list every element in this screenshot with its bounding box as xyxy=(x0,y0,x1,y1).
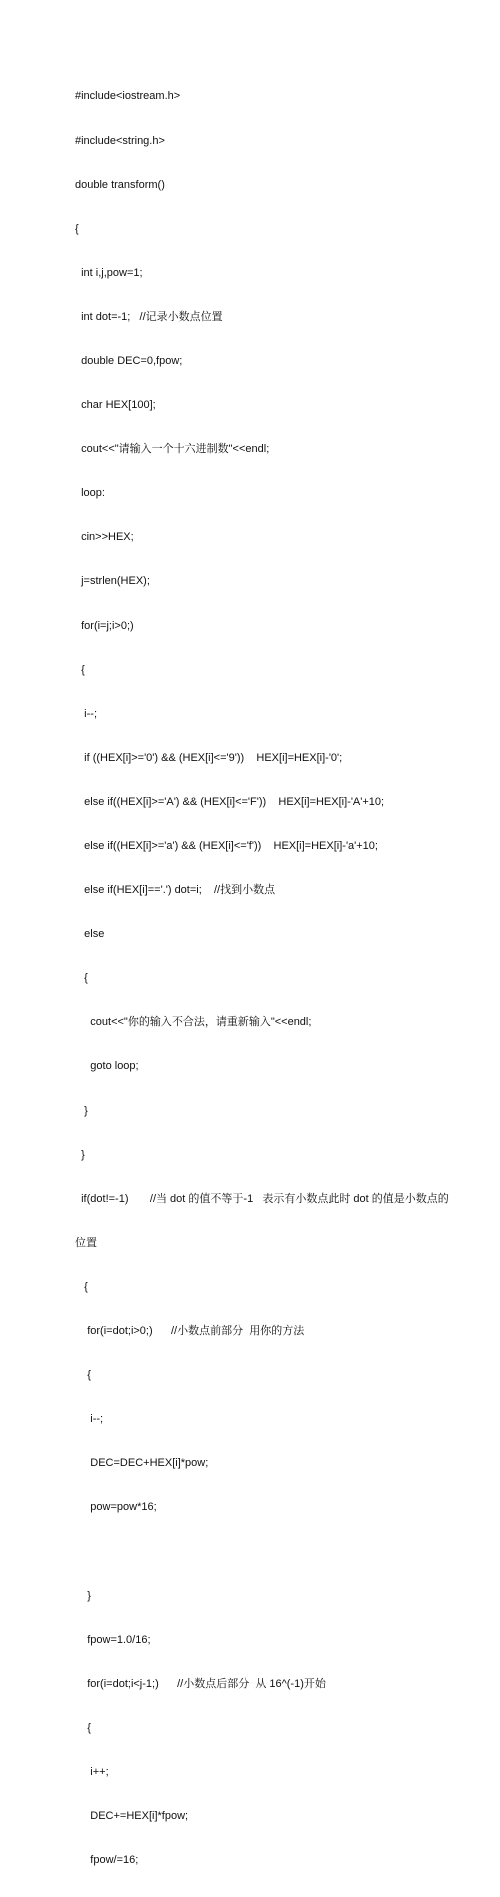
code-line: DEC+=HEX[i]*fpow; xyxy=(75,1810,189,1823)
code-line: goto loop; xyxy=(75,1060,139,1073)
code-line: else xyxy=(75,928,105,941)
code-line: { xyxy=(75,663,85,676)
code-listing xyxy=(75,60,449,1897)
code-line: double transform() xyxy=(75,178,165,191)
code-line: } xyxy=(75,1148,85,1161)
code-line: else if((HEX[i]>='a') && (HEX[i]<='f')) HEX[i]=HEX[i]-'a'+10; xyxy=(75,840,378,852)
code-line: } xyxy=(75,1104,88,1117)
code-line: i++; xyxy=(75,1765,109,1778)
code-line: if ((HEX[i]>='0') && (HEX[i]<='9')) HEX[i]=HEX[i]-'0'; xyxy=(75,751,343,764)
code-line: { xyxy=(75,972,88,985)
code-line: cout<<"请输入一个十六进制数"<<endl; xyxy=(75,443,270,456)
code-line: int i,j,pow=1; xyxy=(75,266,143,279)
code-line: for(i=j;i>0;) xyxy=(75,619,134,632)
code-line: } xyxy=(75,1589,91,1602)
code-line: i--; xyxy=(75,1413,104,1426)
code-line xyxy=(75,1545,395,1560)
code-line: { xyxy=(75,1369,91,1382)
code-line: cout<<"你的输入不合法，请重新输入"<<endl; xyxy=(75,1016,312,1029)
code-line: loop: xyxy=(75,487,105,500)
code-line: i--; xyxy=(75,707,97,720)
code-line: for(i=dot;i<j-1;) //小数点后部分 从 16^(-1)开始 xyxy=(75,1677,326,1690)
code-line: pow=pow*16; xyxy=(75,1501,157,1514)
code-line: 位置 xyxy=(75,1236,97,1249)
code-line: { xyxy=(75,1721,91,1734)
code-line: fpow/=16; xyxy=(75,1854,139,1867)
code-line: double DEC=0,fpow; xyxy=(75,354,183,367)
code-line: j=strlen(HEX); xyxy=(75,575,150,588)
code-line: DEC=DEC+HEX[i]*pow; xyxy=(75,1457,209,1470)
code-line: int dot=-1; //记录小数点位置 xyxy=(75,310,223,323)
code-line: #include<string.h> xyxy=(75,134,165,147)
code-line: else if((HEX[i]>='A') && (HEX[i]<='F')) HEX[i]=HEX[i]-'A'+10; xyxy=(75,795,385,808)
code-line: cin>>HEX; xyxy=(75,531,134,544)
code-line: for(i=dot;i>0;) //小数点前部分 用你的方法 xyxy=(75,1325,305,1338)
code-line: char HEX[100]; xyxy=(75,399,156,412)
code-line: #include<iostream.h> xyxy=(75,90,181,103)
code-line: { xyxy=(75,222,79,235)
code-line: fpow=1.0/16; xyxy=(75,1633,151,1646)
code-line: else if(HEX[i]=='.') dot=i; //找到小数点 xyxy=(75,884,276,897)
code-line: { xyxy=(75,1280,88,1293)
code-line: if(dot!=-1) //当 dot 的值不等于-1 表示有小数点此时 dot 的值是小数点的 xyxy=(75,1192,449,1205)
